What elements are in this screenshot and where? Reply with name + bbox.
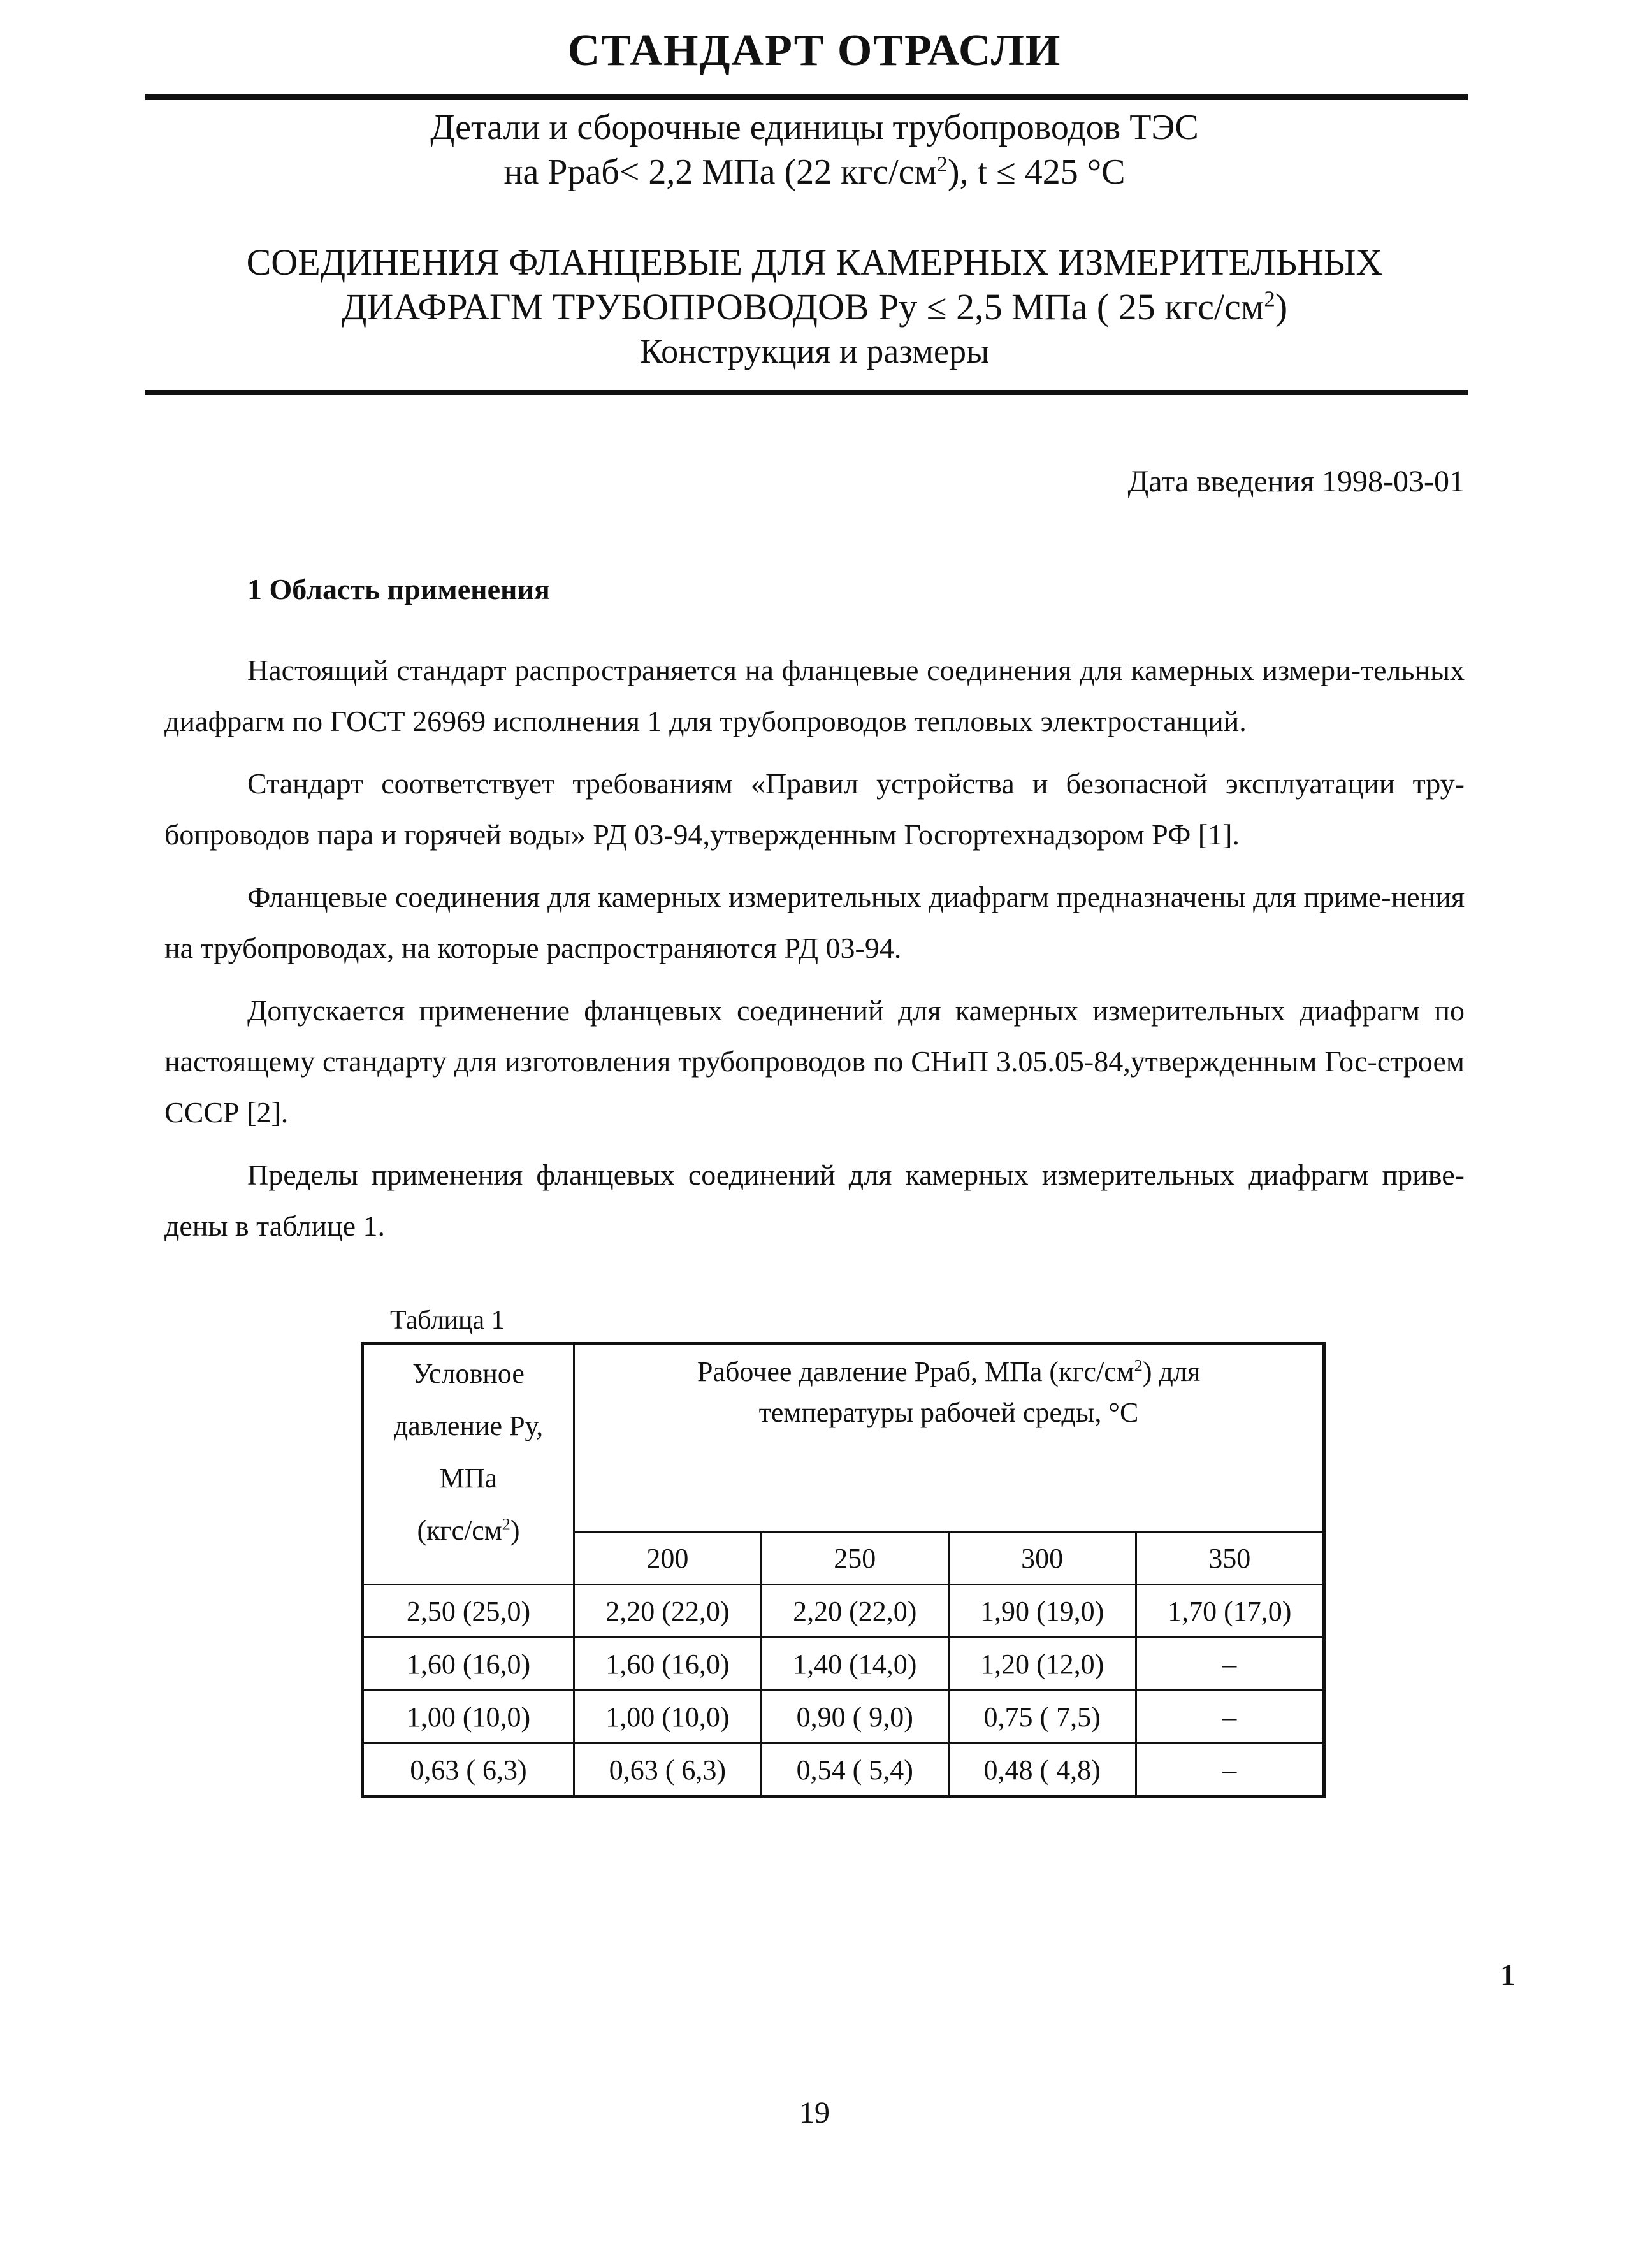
intro-date: Дата введения 1998-03-01 [1127,465,1465,498]
paragraph-1: Настоящий стандарт распространяется на фланцевые соединения для камерных измери-тельных диафрагм по ГОСТ 26969 исполнения 1 для трубопроводов тепловых электростанций. [164,654,1465,737]
working-pressure-header [574,1344,1324,1532]
table-header-row [363,1344,1324,1532]
table-cell: 0,63 ( 6,3) [574,1744,762,1797]
table-cell: – [1136,1638,1324,1691]
top-rule [145,94,1468,100]
section-heading: 1 Область применения [247,573,550,605]
paragraph-4: Допускается применение фланцевых соединений для камерных измерительных диафрагм по настоящему стандарту для изготовления трубопроводов по СНиП 3.05.05-84,утвержденным Гос-строем СССР [2]. [164,994,1465,1129]
table-cell: 0,75 ( 7,5) [948,1691,1136,1744]
nominal-pressure-header [363,1344,574,1585]
table-caption: Таблица 1 [390,1306,505,1335]
standard-title: СТАНДАРТ ОТРАСЛИ [567,26,1062,75]
header-text: Условное [412,1358,525,1389]
table-cell: 1,00 (10,0) [363,1691,574,1744]
table-cell: 1,70 (17,0) [1136,1585,1324,1638]
table-row [363,1744,1324,1797]
group-header-line-1 [575,1352,1322,1392]
table-cell: 1,40 (14,0) [761,1638,948,1691]
subtitle-line-2 [0,152,1629,192]
table-cell: – [1136,1744,1324,1797]
header-unit: (кгс/см [417,1515,502,1546]
table-cell: – [1136,1691,1324,1744]
document-title-line-2-tail: ) [1275,286,1288,328]
document-title-line-2 [0,285,1629,328]
document-title-line-2-text: ДИАФРАГМ ТРУБОПРОВОДОВ Ру ≤ 2,5 МПа ( 25 кгс/см [341,286,1264,328]
table-cell: 1,00 (10,0) [574,1691,762,1744]
temp-350: 350 [1136,1532,1324,1585]
superscript: 2 [1264,286,1275,312]
section-page-number: 1 [1500,1958,1516,1992]
group-header-tail: ) для [1142,1356,1201,1387]
title-rule [145,390,1468,395]
header-text [364,1505,573,1557]
superscript: 2 [1134,1355,1143,1375]
group-header-text: Рабочее давление Рраб, МПа (кгс/см [697,1356,1134,1387]
table-cell: 1,60 (16,0) [574,1638,762,1691]
table-cell: 1,90 (19,0) [948,1585,1136,1638]
header-text: давление Ру, [393,1410,544,1441]
subtitle-line-1: Детали и сборочные единицы трубопроводов ТЭС [430,108,1199,147]
subtitle-line-2-text: на Рраб< 2,2 МПа (22 кгс/см [503,152,938,192]
table-cell: 0,54 ( 5,4) [761,1744,948,1797]
table-cell: 0,90 ( 9,0) [761,1691,948,1744]
superscript: 2 [502,1514,510,1534]
table-cell: 2,20 (22,0) [574,1585,762,1638]
group-header-line-2: температуры рабочей среды, °С [758,1397,1139,1428]
table-cell: 1,60 (16,0) [363,1638,574,1691]
document-title-line-1: СОЕДИНЕНИЯ ФЛАНЦЕВЫЕ ДЛЯ КАМЕРНЫХ ИЗМЕРИТЕЛЬНЫХ [246,242,1383,283]
subtitle-line-2-tail: ), t ≤ 425 °С [947,152,1126,192]
document-subtitle: Конструкция и размеры [639,332,990,370]
temp-200: 200 [574,1532,762,1585]
header-unit-tail: ) [510,1515,520,1546]
pressure-table [361,1342,1326,1798]
table-cell: 2,50 (25,0) [363,1585,574,1638]
temp-250: 250 [761,1532,948,1585]
table-cell: 2,20 (22,0) [761,1585,948,1638]
header-text: МПа [439,1463,498,1494]
paragraph-3: Фланцевые соединения для камерных измерительных диафрагм предназначены для приме-нения на трубопроводах, на которые распространяются РД 03-94. [164,881,1465,964]
paragraph-2: Стандарт соответствует требованиям «Правил устройства и безопасной эксплуатации тру-бопроводов пара и горячей воды» РД 03-94,утвержденным Госгортехнадзором РФ [1]. [164,767,1465,851]
superscript: 2 [937,152,948,177]
table-row [363,1638,1324,1691]
page-number: 19 [799,2096,830,2130]
table-row [363,1691,1324,1744]
table-row [363,1585,1324,1638]
table-cell: 0,63 ( 6,3) [363,1744,574,1797]
table-cell: 0,48 ( 4,8) [948,1744,1136,1797]
table-cell: 1,20 (12,0) [948,1638,1136,1691]
paragraph-5: Пределы применения фланцевых соединений для камерных измерительных диафрагм приве-дены в таблице 1. [164,1159,1465,1242]
temp-300: 300 [948,1532,1136,1585]
